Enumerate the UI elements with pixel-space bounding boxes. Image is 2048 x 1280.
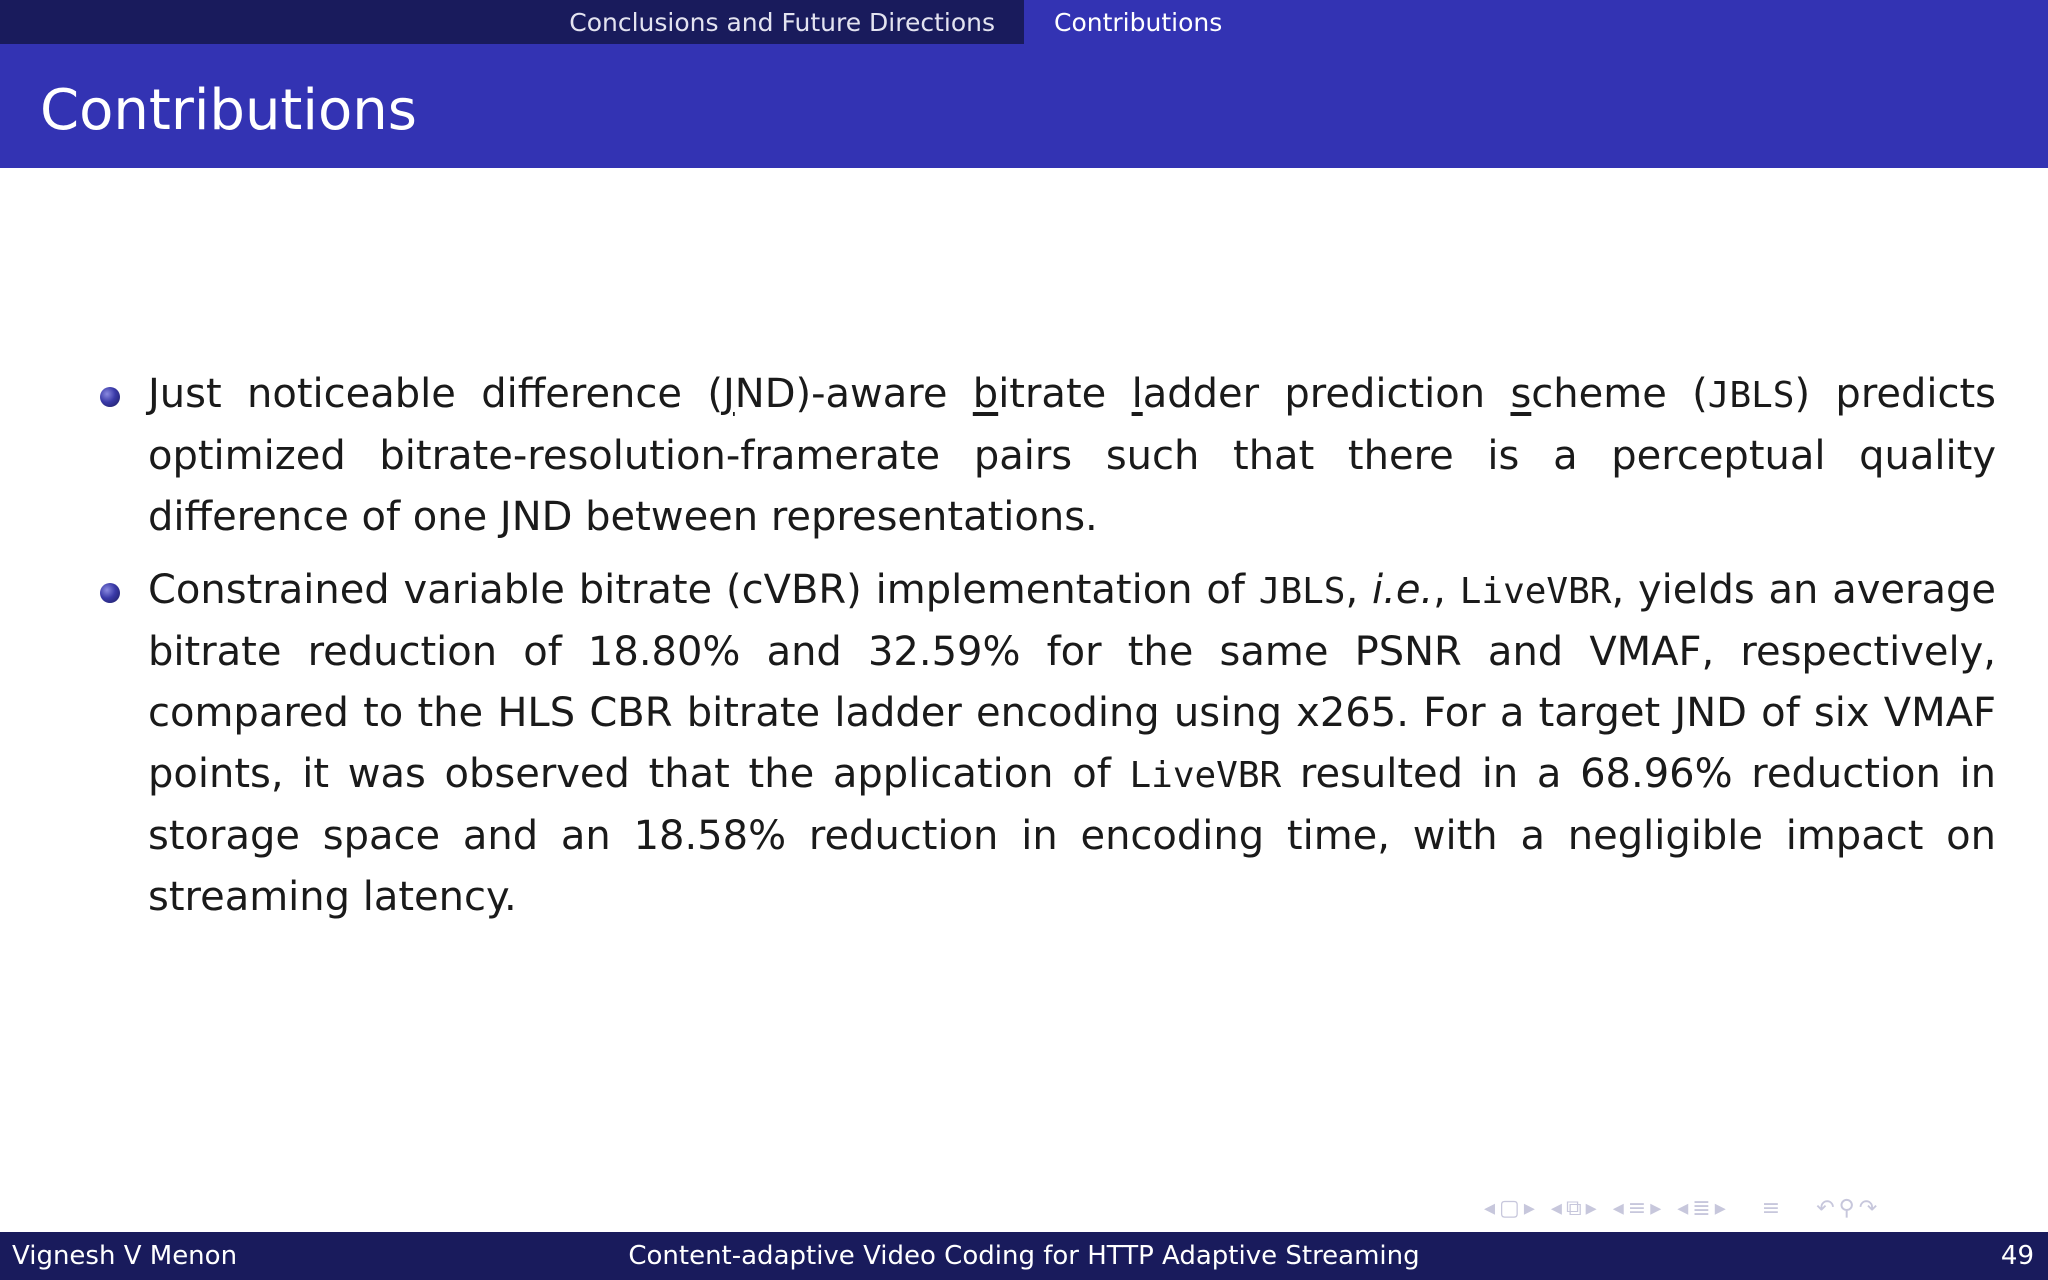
frame-icon[interactable]: ▢	[1499, 1195, 1520, 1221]
bullet-item-1	[100, 364, 1996, 548]
redo-icon[interactable]: ↷	[1858, 1195, 1878, 1221]
bullet-icon	[100, 583, 120, 603]
bullet-text: ) predicts optimized bitrate-resolution-framerate pairs such that there is a perceptual quality difference of one JND between representations.	[148, 371, 1997, 540]
footer-author: Vignesh V Menon	[12, 1241, 238, 1271]
bullet-text: adder prediction	[1142, 371, 1511, 417]
search-icon[interactable]: ⚲	[1838, 1195, 1855, 1221]
title-bar	[0, 44, 2048, 168]
nav-next-icon[interactable]: ▸	[1585, 1195, 1597, 1221]
bullet-text: , yields an average bitrate reduction of 18.80% and 32.59% for the same PSNR and VMAF, respectively, compared to the HLS CBR bitrate ladder encoding using x265. For a target JND of six VMAF points, it was observed that the application of	[148, 567, 1996, 797]
bullet-text: Just noticeable difference (	[148, 371, 723, 417]
code-term: JBLS	[1258, 571, 1346, 612]
footer-bar	[0, 1232, 2048, 1280]
subsection-link[interactable]: Contributions	[1054, 7, 1223, 37]
section-nav[interactable]	[0, 0, 1024, 44]
section-icon[interactable]: ⧉	[1565, 1195, 1582, 1221]
footer-title: Content-adaptive Video Coding for HTTP Adaptive Streaming	[628, 1241, 1420, 1271]
slide-title: Contributions	[40, 78, 417, 143]
bullet-text: ,	[1433, 567, 1460, 613]
nav-prev-icon[interactable]: ◂	[1612, 1195, 1624, 1221]
code-term: JBLS	[1707, 375, 1795, 416]
bullet-text: ,	[1345, 567, 1373, 613]
acronym-letter: l	[1131, 371, 1143, 417]
slide-content	[100, 364, 1996, 940]
bullet-item-2	[100, 560, 1996, 928]
nav-prev-icon[interactable]: ◂	[1677, 1195, 1689, 1221]
top-navigation-bar	[0, 0, 2048, 44]
nav-next-icon[interactable]: ▸	[1523, 1195, 1535, 1221]
align-icon[interactable]: ≡	[1761, 1195, 1781, 1221]
acronym-letter: J	[722, 371, 735, 417]
page-number: 49	[2000, 1241, 2034, 1271]
bullet-text: itrate	[998, 371, 1132, 417]
acronym-letter: b	[972, 371, 999, 417]
beamer-navigation-symbols	[1484, 1193, 2020, 1223]
subsection-icon[interactable]: ≡	[1627, 1195, 1647, 1221]
subsection-nav[interactable]	[1024, 0, 2048, 44]
section-link[interactable]: Conclusions and Future Directions	[569, 7, 995, 37]
align-icon[interactable]: ≣	[1692, 1195, 1711, 1221]
nav-prev-icon[interactable]: ◂	[1484, 1195, 1496, 1221]
code-term: LiveVBR	[1129, 755, 1282, 796]
bullet-text: Constrained variable bitrate (cVBR) implementation of	[148, 567, 1259, 613]
nav-prev-icon[interactable]: ◂	[1550, 1195, 1562, 1221]
bullet-text: cheme (	[1531, 371, 1708, 417]
undo-icon[interactable]: ↶	[1816, 1195, 1835, 1221]
nav-next-icon[interactable]: ▸	[1650, 1195, 1662, 1221]
code-term: LiveVBR	[1459, 571, 1612, 612]
acronym-letter: s	[1510, 371, 1532, 417]
bullet-icon	[100, 387, 120, 407]
bullet-text: resulted in a 68.96% reduction in storage space and an 18.58% reduction in encoding time, with a negligible impact on streaming latency.	[148, 751, 1996, 920]
italic-term: i.e.	[1372, 567, 1434, 613]
bullet-text: ND)-aware	[734, 371, 973, 417]
nav-next-icon[interactable]: ▸	[1714, 1195, 1726, 1221]
